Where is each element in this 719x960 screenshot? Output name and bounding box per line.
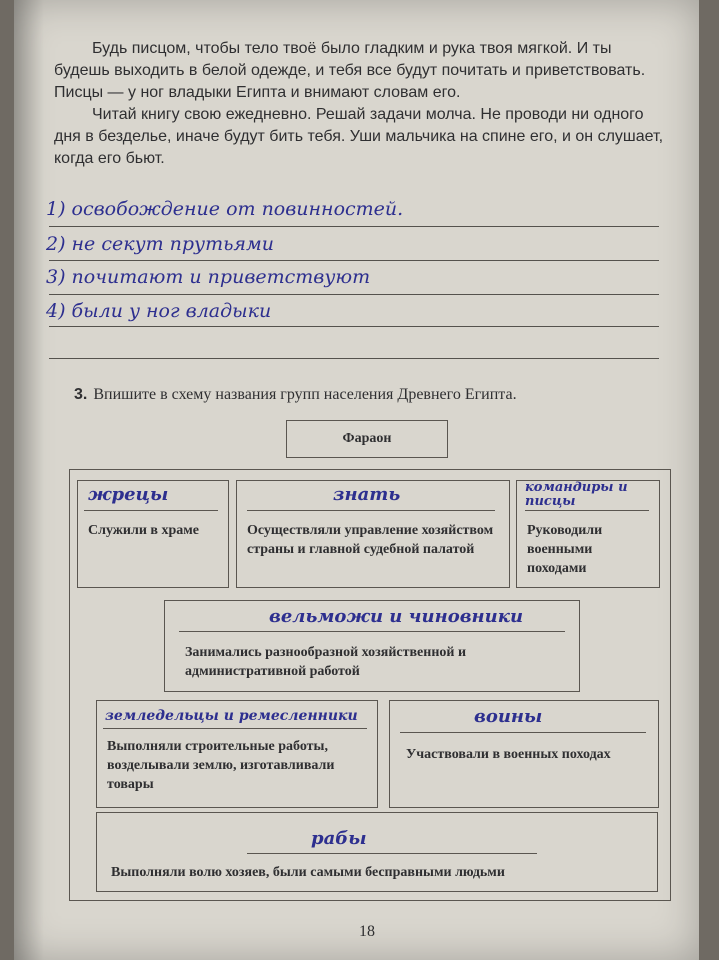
workbook-page: [14, 0, 699, 960]
answer-line-1[interactable]: [49, 226, 659, 227]
commanders-box[interactable]: [516, 480, 660, 588]
task-text: Впишите в схему названия групп населения Древнего Египта.: [93, 386, 517, 403]
answer-line-5[interactable]: [49, 358, 659, 359]
priests-blank: [84, 510, 218, 511]
officials-box[interactable]: [164, 600, 580, 692]
nobles-box[interactable]: [236, 480, 510, 588]
slaves-answer: рабы: [311, 828, 367, 849]
answer-2: 2) не секут прутьями: [46, 233, 274, 255]
scribe-text: [54, 38, 664, 170]
page-shadow: [14, 0, 44, 960]
priests-desc: Служили в храме: [88, 523, 200, 538]
farmers-blank: [103, 728, 367, 729]
officials-blank: [179, 631, 565, 632]
slaves-blank: [247, 853, 537, 854]
farmers-answer: земледельцы и ремесленники: [105, 708, 358, 724]
answer-1: 1) освобождение от повинностей.: [46, 198, 404, 220]
answer-line-4[interactable]: [49, 326, 659, 327]
task-heading: [74, 386, 517, 404]
answer-line-2[interactable]: [49, 260, 659, 261]
slaves-box[interactable]: [96, 812, 658, 892]
commanders-blank: [525, 510, 649, 511]
commanders-desc: Руководили военными походами: [527, 523, 603, 576]
page-number: 18: [359, 923, 375, 940]
task-number: 3.: [74, 386, 88, 403]
officials-desc: Занимались разнообразной хозяйственной и административной работой: [185, 645, 467, 679]
warriors-box[interactable]: [389, 700, 659, 808]
farmers-box[interactable]: [96, 700, 378, 808]
commanders-answer: командиры и писцы: [525, 480, 628, 509]
officials-answer: вельможи и чиновники: [269, 606, 524, 627]
nobles-answer: знать: [333, 484, 401, 505]
priests-box[interactable]: [77, 480, 229, 588]
warriors-desc: Участвовали в военных походах: [406, 747, 611, 762]
nobles-blank: [247, 510, 495, 511]
answer-4: 4) были у ног владыки: [46, 300, 272, 322]
slaves-desc: Выполняли волю хозяев, были самыми бесправными людьми: [111, 865, 505, 880]
prose-paragraph-1: Будь писцом, чтобы тело твоё было гладким и рука твоя мягкой. И ты будешь выходить в белой одежде, и тебя все будут почитать и приветствовать. Писцы — у ног владыки Египта и внимают словам его.: [54, 40, 646, 101]
warriors-answer: воины: [474, 706, 543, 727]
priests-answer: жрецы: [88, 484, 169, 505]
warriors-blank: [400, 732, 646, 733]
answer-line-3[interactable]: [49, 294, 659, 295]
prose-paragraph-2: Читай книгу свою ежедневно. Решай задачи молча. Не проводи ни одного дня в безделье, иначе будут бить тебя. Уши мальчика на спине его, и он слушает, когда его бьют.: [54, 106, 664, 167]
farmers-desc: Выполняли строительные работы, возделывали землю, изготавливали товары: [107, 739, 335, 792]
pharaoh-box: Фараон: [286, 420, 448, 458]
answer-3: 3) почитают и приветствуют: [46, 266, 371, 288]
nobles-desc: Осуществляли управление хозяйством страны и главной судебной палатой: [247, 523, 494, 557]
